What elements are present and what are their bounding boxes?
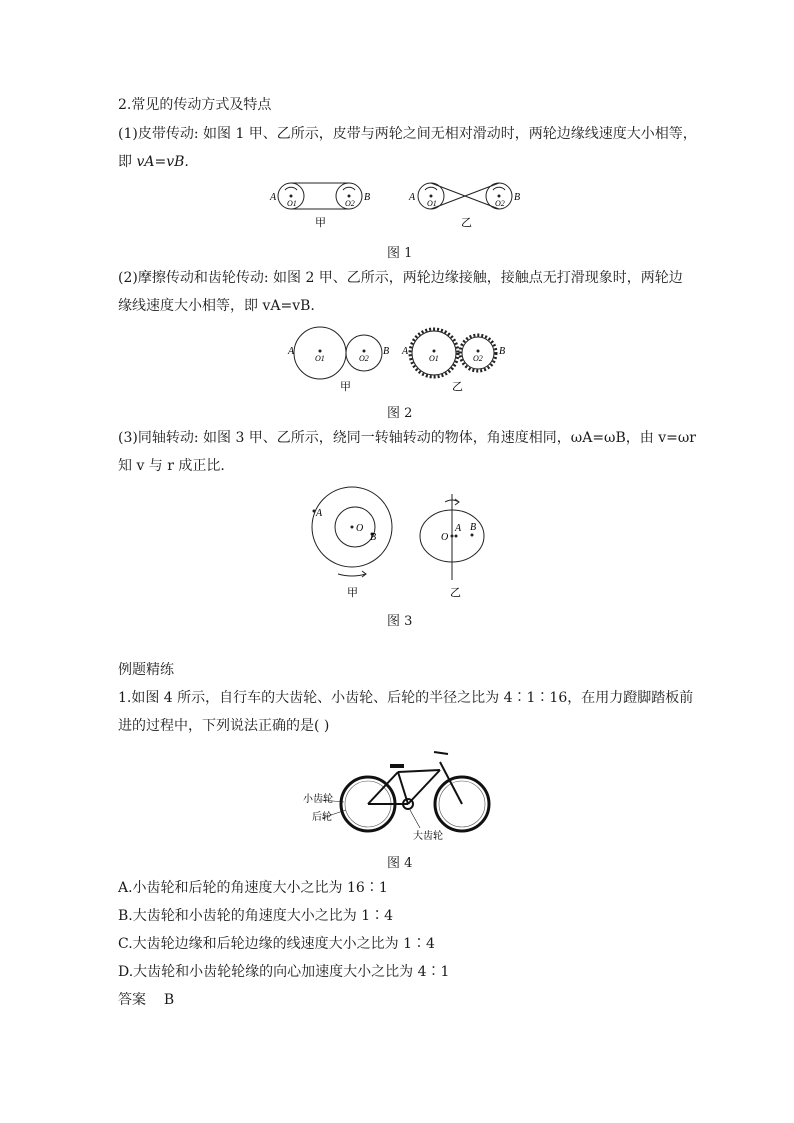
label-yi: 乙 xyxy=(461,217,472,228)
label-B: B xyxy=(470,522,477,533)
label-A: A xyxy=(316,508,323,519)
label-jia: 甲 xyxy=(347,587,358,599)
coaxial-paragraph-line2: 知 v 与 r 成正比. xyxy=(118,458,225,474)
answer-value: B xyxy=(163,992,175,1008)
label-O1: O1 xyxy=(429,354,439,363)
label-O2: O2 xyxy=(495,199,505,208)
section-heading: 2.常见的传动方式及特点 xyxy=(118,97,272,113)
belt-equation: vA=vB. xyxy=(136,154,189,170)
question-1-line1: 1.如图 4 所示，自行车的大齿轮、小齿轮、后轮的半径之比为 4∶1∶16，在用力蹬脚踏板前 xyxy=(118,690,694,706)
option-d: D.大齿轮和小齿轮轮缘的向心加速度大小之比为 4∶1 xyxy=(118,964,450,980)
figure-3-caption: 图 3 xyxy=(387,614,413,629)
figure-4-caption: 图 4 xyxy=(387,856,413,871)
label-jia: 甲 xyxy=(315,217,326,228)
bicycle-illustration xyxy=(303,752,489,842)
belt-prefix: 即 xyxy=(118,154,137,170)
friction-paragraph-line2: 缘线速度大小相等，即 vA=vB. xyxy=(118,298,315,314)
label-B: B xyxy=(499,346,506,357)
label-rear-wheel: 后轮 xyxy=(312,812,332,823)
option-a: A.小齿轮和后轮的角速度大小之比为 16∶1 xyxy=(118,880,388,896)
belt-crossed-diagram xyxy=(408,183,520,209)
axis-rotation-diagram xyxy=(420,494,484,580)
label-small-gear: 小齿轮 xyxy=(303,794,333,805)
label-B: B xyxy=(364,192,371,203)
belt-paragraph-line1: (1)皮带传动: 如图 1 甲、乙所示，皮带与两轮之间无相对滑动时，两轮边缘线速度大小相等， xyxy=(118,126,697,142)
label-B: B xyxy=(514,192,521,203)
figure-1-belt-drive xyxy=(265,176,535,228)
label-yi: 乙 xyxy=(452,381,463,393)
figure-2-caption: 图 2 xyxy=(387,406,413,421)
label-A: A xyxy=(402,346,409,357)
label-O: O xyxy=(441,532,449,543)
friction-drive-diagram xyxy=(287,327,389,379)
label-B: B xyxy=(383,346,390,357)
answer-line xyxy=(118,990,174,1010)
figure-1-caption: 图 1 xyxy=(387,246,413,261)
answer-label: 答案 xyxy=(118,992,146,1008)
label-O1: O1 xyxy=(427,199,437,208)
figure-3-coaxial xyxy=(300,484,500,602)
example-heading: 例题精练 xyxy=(118,662,174,678)
label-O1: O1 xyxy=(315,354,325,363)
label-O2: O2 xyxy=(359,354,369,363)
belt-open-diagram xyxy=(269,183,370,209)
label-yi: 乙 xyxy=(450,587,461,599)
label-O2: O2 xyxy=(473,354,483,363)
coaxial-paragraph-line1: (3)同轴转动: 如图 3 甲、乙所示，绕同一转轴转动的物体，角速度相同，ωA=ωB，由 v=ωr xyxy=(118,430,696,446)
label-A: A xyxy=(455,523,462,534)
label-jia: 甲 xyxy=(340,381,351,393)
label-A: A xyxy=(270,192,277,203)
concentric-circles-diagram xyxy=(312,487,392,577)
label-O1: O1 xyxy=(287,199,297,208)
label-A: A xyxy=(288,346,295,357)
question-1-line2: 进的过程中，下列说法正确的是( ) xyxy=(118,718,330,734)
option-c: C.大齿轮边缘和后轮边缘的线速度大小之比为 1∶4 xyxy=(118,936,435,952)
label-B: B xyxy=(370,532,377,543)
friction-paragraph-line1: (2)摩擦传动和齿轮传动: 如图 2 甲、乙所示，两轮边缘接触，接触点无打滑现象时，两轮边 xyxy=(118,270,683,286)
label-O2: O2 xyxy=(345,199,355,208)
option-b: B.大齿轮和小齿轮的角速度大小之比为 1∶4 xyxy=(118,908,394,924)
label-O: O xyxy=(356,523,364,534)
label-big-gear: 大齿轮 xyxy=(413,831,443,842)
gear-drive-diagram xyxy=(401,329,505,377)
label-A: A xyxy=(409,192,416,203)
figure-2-friction-gear xyxy=(282,320,522,394)
figure-4-bicycle xyxy=(300,742,500,842)
belt-paragraph-line2 xyxy=(118,152,189,172)
